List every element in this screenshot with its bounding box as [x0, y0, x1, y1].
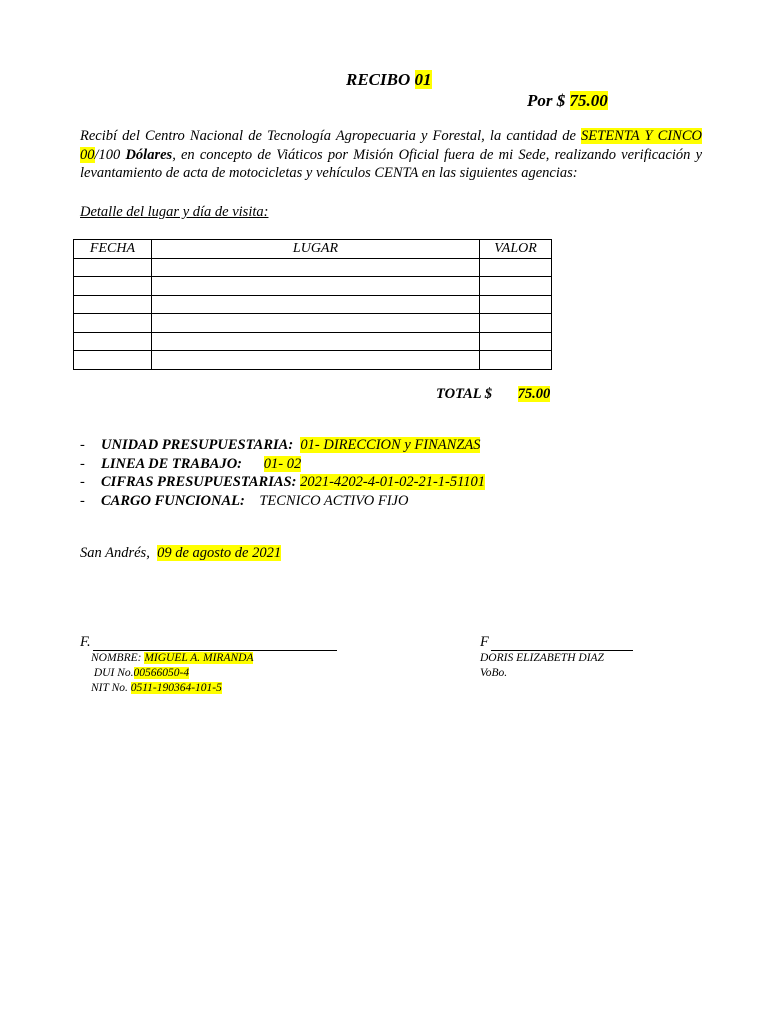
table-row [74, 314, 552, 333]
table-cell [74, 277, 152, 296]
nombre-value: MIGUEL A. MIRANDA [144, 652, 254, 664]
table-row [74, 258, 552, 277]
table-cell [480, 258, 552, 277]
table-cell [151, 277, 479, 296]
receipt-number: 01 [414, 70, 432, 89]
nit-label: NIT No. [91, 682, 131, 694]
item-value: 01- DIRECCION y FINANZAS [300, 437, 481, 453]
table-cell [74, 258, 152, 277]
list-item [80, 436, 485, 455]
bullet-dash: - [80, 455, 85, 472]
table-cell [151, 258, 479, 277]
table-cell [74, 295, 152, 314]
signature-f-label: F [480, 634, 489, 650]
table-cell [151, 332, 479, 351]
table-row [74, 332, 552, 351]
visits-table [73, 239, 552, 370]
signature-underline [491, 636, 633, 651]
table-cell [480, 351, 552, 370]
receipt-title-label: RECIBO [346, 70, 411, 89]
por-label: Por $ [527, 91, 566, 110]
date-value: 09 de agosto de 2021 [157, 545, 282, 561]
nombre-label: NOMBRE: [91, 652, 145, 664]
budget-items-list [80, 436, 485, 510]
nit-value: 0511-190364-101-5 [130, 682, 222, 694]
table-cell [480, 314, 552, 333]
table-cell [480, 277, 552, 296]
total-label: TOTAL $ [436, 386, 492, 402]
table-cell [480, 295, 552, 314]
bullet-dash: - [80, 492, 85, 509]
signature-line [480, 633, 633, 651]
table-row [74, 277, 552, 296]
bullet-dash: - [80, 474, 85, 490]
table-row [74, 351, 552, 370]
signature-block-right [480, 633, 633, 681]
total-line [436, 386, 550, 403]
item-value: TECNICO ACTIVO FIJO [259, 492, 409, 509]
item-label: CARGO FUNCIONAL: [101, 492, 245, 509]
paragraph-part2: /100 [94, 146, 126, 163]
total-amount: 75.00 [517, 386, 551, 402]
vobo-role: VoBo. [480, 667, 508, 679]
table-cell [74, 332, 152, 351]
signature-underline [93, 636, 337, 651]
paragraph-part1: Recibí del Centro Nacional de Tecnología Agropecuaria y Forestal, la cantidad de [80, 128, 582, 144]
list-item [80, 455, 485, 474]
receipt-paragraph [80, 127, 702, 183]
signer-info [80, 651, 337, 696]
table-row [74, 295, 552, 314]
table-cell [151, 351, 479, 370]
dui-value: 00566050-4 [133, 667, 190, 679]
detail-label: Detalle del lugar y día de visita: [80, 204, 269, 220]
bullet-dash: - [80, 437, 85, 453]
currency-label: Dólares [125, 146, 173, 163]
item-label: LINEA DE TRABAJO: [101, 455, 242, 472]
receipt-title [346, 70, 432, 90]
table-cell [151, 295, 479, 314]
table-cell [480, 332, 552, 351]
item-label: CIFRAS PRESUPUESTARIAS: [101, 474, 297, 490]
header-amount: 75.00 [569, 91, 608, 110]
signature-f-label: F. [80, 634, 91, 650]
date-place: San Andrés, [80, 545, 150, 561]
signature-line [80, 633, 337, 651]
item-value: 2021-4202-4-01-02-21-1-51101 [300, 474, 486, 490]
header-lugar: LUGAR [151, 240, 479, 259]
receipt-amount-header [527, 91, 608, 111]
item-value: 01- 02 [263, 455, 302, 472]
dui-label: DUI No. [93, 667, 134, 679]
paragraph-part3: , en concepto de Viáticos por Misión Oficial fuera de mi Sede, realizando verificación y levantamiento de acta de motocicletas y vehículos CENTA en las siguientes agencias: [80, 146, 703, 181]
amount-in-words: SETENTA Y CINCO 00 [80, 128, 702, 163]
table-cell [151, 314, 479, 333]
vobo-name: DORIS ELIZABETH DIAZ [480, 652, 604, 664]
header-fecha: FECHA [74, 240, 152, 259]
date-line [80, 545, 281, 562]
item-label: UNIDAD PRESUPUESTARIA: [101, 437, 294, 453]
list-item [80, 492, 485, 511]
signature-block-left [80, 633, 337, 696]
table-cell [74, 351, 152, 370]
table-header-row [74, 240, 552, 259]
list-item [80, 473, 485, 492]
table-cell [74, 314, 152, 333]
header-valor: VALOR [480, 240, 552, 259]
